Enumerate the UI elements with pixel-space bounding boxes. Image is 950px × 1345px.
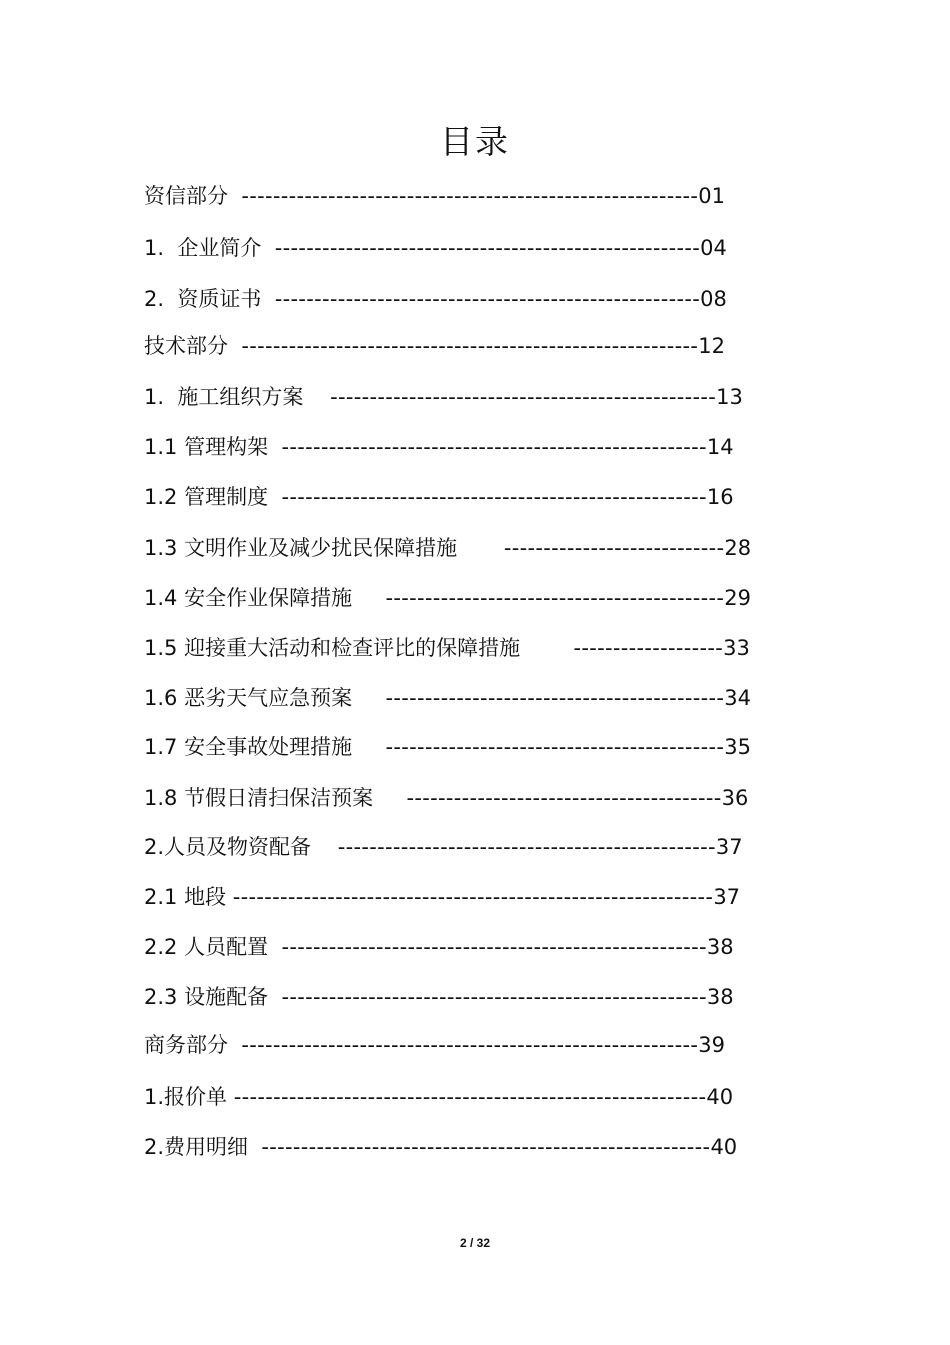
page-number-footer: 2 / 32: [459, 1236, 491, 1250]
toc-page-number: 35: [724, 735, 751, 759]
toc-leader: -------------------------------------------: [385, 586, 725, 610]
toc-leader: ---------------------------------------------------------: [261, 1135, 711, 1159]
toc-entry[interactable]: [144, 432, 734, 462]
toc-entry[interactable]: [144, 683, 751, 713]
toc-leader: ----------------------------------------: [406, 786, 722, 810]
toc-entry-label: 2.2 人员配置: [144, 935, 269, 959]
toc-page-number: 33: [723, 636, 750, 660]
page-title: 目录: [440, 122, 510, 161]
toc-entry[interactable]: [144, 331, 725, 361]
toc-entry[interactable]: [144, 1082, 733, 1112]
toc-entry[interactable]: [144, 1030, 725, 1060]
toc-page-number: 12: [698, 334, 725, 358]
toc-page-number: 40: [710, 1135, 738, 1159]
toc-leader: ----------------------------------------------------------: [241, 1033, 699, 1057]
toc-page-number: 37: [715, 835, 743, 859]
toc-page-number: 38: [706, 985, 734, 1009]
toc-entry-label: 商务部分: [144, 1033, 228, 1057]
toc-leader: ------------------------------------------------: [337, 835, 716, 859]
toc-entry-label: 1.6 恶劣天气应急预案: [144, 686, 353, 710]
toc-page-number: 13: [716, 385, 743, 409]
toc-entry[interactable]: [144, 284, 727, 314]
toc-entry-label: 2. 资质证书: [144, 287, 262, 311]
toc-entry[interactable]: [144, 932, 734, 962]
toc-entry-label: 1.8 节假日清扫保洁预案: [144, 786, 374, 810]
toc-entry[interactable]: [144, 783, 748, 813]
toc-leader: ------------------------------------------------------: [281, 935, 707, 959]
toc-page-number: 40: [706, 1085, 734, 1109]
toc-entry-label: 2.费用明细: [144, 1135, 249, 1159]
toc-entry[interactable]: [144, 181, 725, 211]
toc-page-number: 29: [724, 586, 751, 610]
toc-entry-label: 1.2 管理制度: [144, 485, 269, 509]
toc-entry-label: 1.3 文明作业及减少扰民保障措施: [144, 536, 458, 560]
toc-entry[interactable]: [144, 482, 734, 512]
toc-leader: -------------------------------------------: [385, 735, 725, 759]
toc-page-number: 08: [700, 287, 727, 311]
toc-entry-label: 1.报价单: [144, 1085, 228, 1109]
toc-page-number: 14: [706, 435, 734, 459]
toc-entry[interactable]: [144, 583, 751, 613]
toc-leader: ----------------------------: [503, 536, 725, 560]
toc-page-number: 04: [700, 236, 727, 260]
toc-page-number: 01: [698, 184, 725, 208]
toc-leader: -------------------: [573, 636, 724, 660]
toc-leader: ------------------------------------------------------: [281, 485, 707, 509]
toc-entry[interactable]: [144, 633, 750, 663]
toc-leader: ------------------------------------------------------: [274, 287, 701, 311]
toc-entry-label: 技术部分: [144, 334, 228, 358]
toc-entry[interactable]: [144, 732, 751, 762]
toc-leader: ------------------------------------------------------: [281, 985, 707, 1009]
toc-entry[interactable]: [144, 982, 734, 1012]
toc-leader: ------------------------------------------------------------: [233, 1085, 707, 1109]
toc-entry[interactable]: [144, 382, 743, 412]
toc-leader: -------------------------------------------------: [330, 385, 717, 409]
toc-entry-label: 2.3 设施配备: [144, 985, 269, 1009]
toc-entry[interactable]: [144, 533, 751, 563]
toc-entry[interactable]: [144, 882, 740, 912]
toc-leader: ----------------------------------------------------------: [241, 184, 699, 208]
toc-leader: ------------------------------------------------------: [281, 435, 707, 459]
toc-leader: -------------------------------------------------------------: [232, 885, 714, 909]
toc-page-number: 38: [706, 935, 734, 959]
toc-page-number: 16: [706, 485, 734, 509]
toc-entry[interactable]: [144, 1132, 737, 1162]
toc-entry-label: 2.人员及物资配备: [144, 835, 312, 859]
toc-entry[interactable]: [144, 832, 743, 862]
toc-entry-label: 资信部分: [144, 184, 228, 208]
toc-entry[interactable]: [144, 233, 727, 263]
toc-entry-label: 1.5 迎接重大活动和检查评比的保障措施: [144, 636, 521, 660]
toc-page-number: 28: [724, 536, 752, 560]
toc-entry-label: 1. 企业简介: [144, 236, 262, 260]
toc-entry-label: 1. 施工组织方案: [144, 385, 304, 409]
toc-page-number: 39: [698, 1033, 725, 1057]
toc-page-number: 37: [713, 885, 741, 909]
toc-leader: ------------------------------------------------------: [274, 236, 701, 260]
toc-page-number: 36: [721, 786, 749, 810]
toc-leader: -------------------------------------------: [385, 686, 725, 710]
toc-page-number: 34: [724, 686, 751, 710]
toc-entry-label: 1.4 安全作业保障措施: [144, 586, 353, 610]
toc-entry-label: 2.1 地段: [144, 885, 227, 909]
toc-entry-label: 1.7 安全事故处理措施: [144, 735, 353, 759]
toc-entry-label: 1.1 管理构架: [144, 435, 269, 459]
toc-leader: ----------------------------------------------------------: [241, 334, 699, 358]
